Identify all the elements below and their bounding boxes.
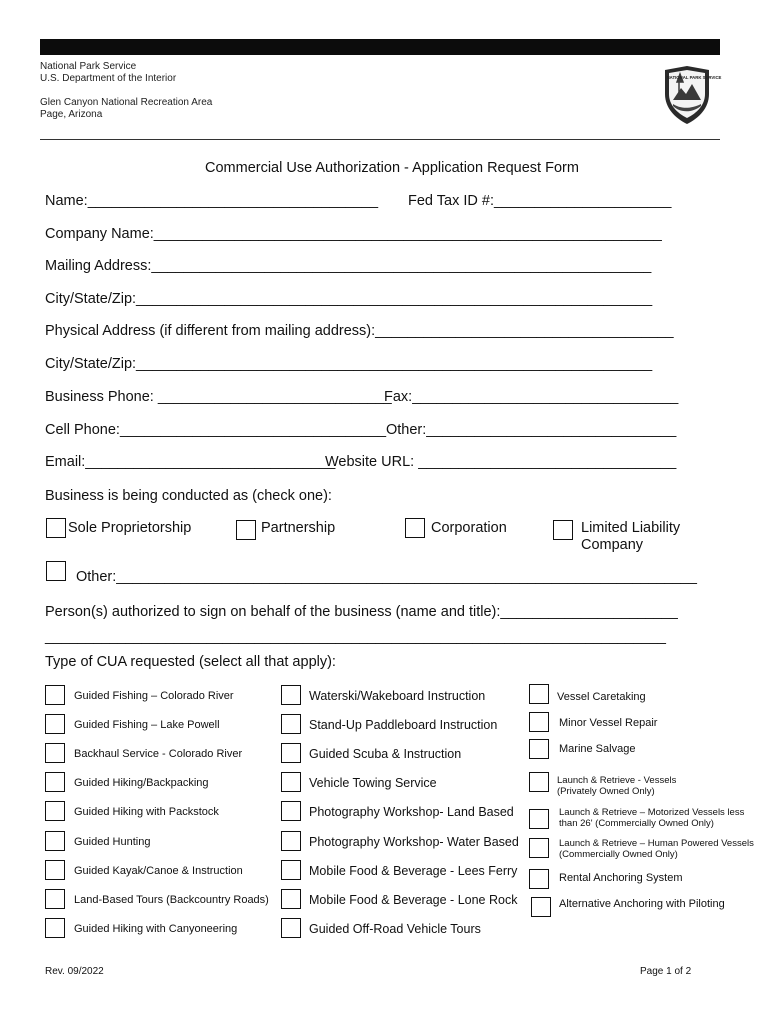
cua-alt-anchoring-label: Alternative Anchoring with Piloting (559, 898, 725, 910)
agency-name: National Park Service (40, 61, 137, 72)
cua-food-lees-ferry-label: Mobile Food & Beverage - Lees Ferry (309, 864, 518, 878)
cua-launch-vessels-checkbox[interactable] (529, 772, 549, 792)
business-type-heading: Business is being conducted as (check one): (45, 488, 332, 504)
physical-city-state-zip-field[interactable]: City/State/Zip:________________________________________________________________ (45, 356, 653, 372)
cua-scuba-checkbox[interactable] (281, 743, 301, 763)
other-phone-field[interactable]: Other:_______________________________ (386, 422, 677, 438)
cua-alt-anchoring-checkbox[interactable] (531, 897, 551, 917)
cua-vessel-caretaking-checkbox[interactable] (529, 684, 549, 704)
revision-date: Rev. 09/2022 (45, 966, 104, 977)
cua-rental-anchoring-label: Rental Anchoring System (559, 872, 683, 884)
cua-photo-water-checkbox[interactable] (281, 831, 301, 851)
corporation-label: Corporation (431, 520, 507, 536)
llc-checkbox[interactable] (553, 520, 573, 540)
cua-scuba-label: Guided Scuba & Instruction (309, 747, 462, 761)
cua-paddleboard-checkbox[interactable] (281, 714, 301, 734)
corporation-checkbox[interactable] (405, 518, 425, 538)
cell-phone-field[interactable]: Cell Phone:_________________________________ (45, 422, 387, 438)
cua-minor-vessel-repair-checkbox[interactable] (529, 712, 549, 732)
cua-backhaul-label: Backhaul Service - Colorado River (74, 748, 243, 760)
cua-launch-motorized-label-line2: than 26' (Commercially Owned Only) (559, 818, 714, 829)
name-field[interactable]: Name:____________________________________ (45, 193, 379, 209)
cua-marine-salvage-checkbox[interactable] (529, 739, 549, 759)
cua-guided-fishing-colorado-label: Guided Fishing – Colorado River (74, 690, 234, 702)
cua-canyoneering-checkbox[interactable] (45, 918, 65, 938)
cua-offroad-tours-checkbox[interactable] (281, 918, 301, 938)
cua-launch-human-checkbox[interactable] (529, 838, 549, 858)
cua-photo-land-checkbox[interactable] (281, 801, 301, 821)
cua-launch-motorized-checkbox[interactable] (529, 809, 549, 829)
sole-proprietorship-checkbox[interactable] (46, 518, 66, 538)
header-divider (40, 139, 720, 140)
cua-guided-fishing-powell-checkbox[interactable] (45, 714, 65, 734)
company-name-field[interactable]: Company Name:_______________________________________________________________ (45, 226, 662, 242)
cua-hiking-packstock-label: Guided Hiking with Packstock (74, 806, 219, 818)
cua-offroad-tours-label: Guided Off-Road Vehicle Tours (309, 922, 481, 936)
cua-vehicle-towing-label: Vehicle Towing Service (309, 776, 437, 790)
cua-hunting-label: Guided Hunting (74, 836, 151, 848)
cua-waterski-label: Waterski/Wakeboard Instruction (309, 689, 486, 703)
cua-vehicle-towing-checkbox[interactable] (281, 772, 301, 792)
cua-kayak-canoe-checkbox[interactable] (45, 860, 65, 880)
cua-minor-vessel-repair-label: Minor Vessel Repair (559, 717, 658, 729)
cua-launch-motorized-label-line1: Launch & Retrieve – Motorized Vessels less (559, 807, 745, 818)
physical-address-field[interactable]: Physical Address (if different from mailing address):_____________________________________ (45, 323, 674, 339)
partnership-checkbox[interactable] (236, 520, 256, 540)
cua-type-heading: Type of CUA requested (select all that apply): (45, 654, 336, 670)
cua-launch-vessels-label-line1: Launch & Retrieve - Vessels (557, 775, 677, 786)
cua-vessel-caretaking-label: Vessel Caretaking (557, 691, 646, 703)
cua-canyoneering-label: Guided Hiking with Canyoneering (74, 923, 238, 935)
sole-proprietorship-label: Sole Proprietorship (68, 520, 192, 536)
park-name: Glen Canyon National Recreation Area (40, 97, 213, 108)
authorized-signer-line2[interactable]: _____________________________________________________________________________ (45, 629, 666, 645)
mailing-address-field[interactable]: Mailing Address:______________________________________________________________ (45, 258, 652, 274)
cua-guided-fishing-colorado-checkbox[interactable] (45, 685, 65, 705)
cua-photo-land-label: Photography Workshop- Land Based (309, 805, 514, 819)
park-location: Page, Arizona (40, 109, 103, 120)
llc-label-line2: Company (581, 537, 644, 553)
cua-marine-salvage-label: Marine Salvage (559, 743, 636, 755)
cua-launch-vessels-label-line2: (Privately Owned Only) (557, 786, 655, 797)
cua-paddleboard-label: Stand-Up Paddleboard Instruction (309, 718, 498, 732)
cua-food-lone-rock-checkbox[interactable] (281, 889, 301, 909)
website-url-field[interactable]: Website URL: ________________________________ (325, 454, 677, 470)
business-phone-field[interactable]: Business Phone: _____________________________ (45, 389, 392, 405)
cua-hiking-backpacking-checkbox[interactable] (45, 772, 65, 792)
cua-launch-human-label-line2: (Commercially Owned Only) (559, 849, 678, 860)
cua-hunting-checkbox[interactable] (45, 831, 65, 851)
city-state-zip-field[interactable]: City/State/Zip:________________________________________________________________ (45, 291, 653, 307)
cua-land-tours-checkbox[interactable] (45, 889, 65, 909)
partnership-label: Partnership (261, 520, 336, 536)
cua-photo-water-label: Photography Workshop- Water Based (309, 835, 519, 849)
fax-field[interactable]: Fax:_________________________________ (384, 389, 679, 405)
nps-arrowhead-logo (661, 64, 722, 126)
cua-food-lone-rock-label: Mobile Food & Beverage - Lone Rock (309, 893, 518, 907)
cua-guided-fishing-powell-label: Guided Fishing – Lake Powell (74, 719, 220, 731)
form-title: Commercial Use Authorization - Application Request Form (205, 160, 579, 176)
cua-food-lees-ferry-checkbox[interactable] (281, 860, 301, 880)
cua-backhaul-checkbox[interactable] (45, 743, 65, 763)
header-bar (40, 39, 720, 55)
page-number: Page 1 of 2 (640, 966, 692, 977)
other-entity-checkbox[interactable] (46, 561, 66, 581)
cua-waterski-checkbox[interactable] (281, 685, 301, 705)
authorized-signer-field[interactable]: Person(s) authorized to sign on behalf of the business (name and title):______________________ (45, 604, 678, 620)
email-field[interactable]: Email:_______________________________ (45, 454, 336, 470)
logo-text: NATIONAL PARK SERVICE (666, 75, 722, 80)
cua-kayak-canoe-label: Guided Kayak/Canoe & Instruction (74, 865, 243, 877)
cua-launch-human-label-line1: Launch & Retrieve – Human Powered Vessels (559, 838, 754, 849)
cua-hiking-backpacking-label: Guided Hiking/Backpacking (74, 777, 209, 789)
cua-land-tours-label: Land-Based Tours (Backcountry Roads) (74, 894, 269, 906)
other-entity-field[interactable]: Other:________________________________________________________________________ (76, 569, 697, 585)
department-name: U.S. Department of the Interior (40, 73, 177, 84)
fed-tax-id-field[interactable]: Fed Tax ID #:______________________ (408, 193, 672, 209)
llc-label-line1: Limited Liability (581, 520, 681, 536)
cua-rental-anchoring-checkbox[interactable] (529, 869, 549, 889)
cua-hiking-packstock-checkbox[interactable] (45, 801, 65, 821)
